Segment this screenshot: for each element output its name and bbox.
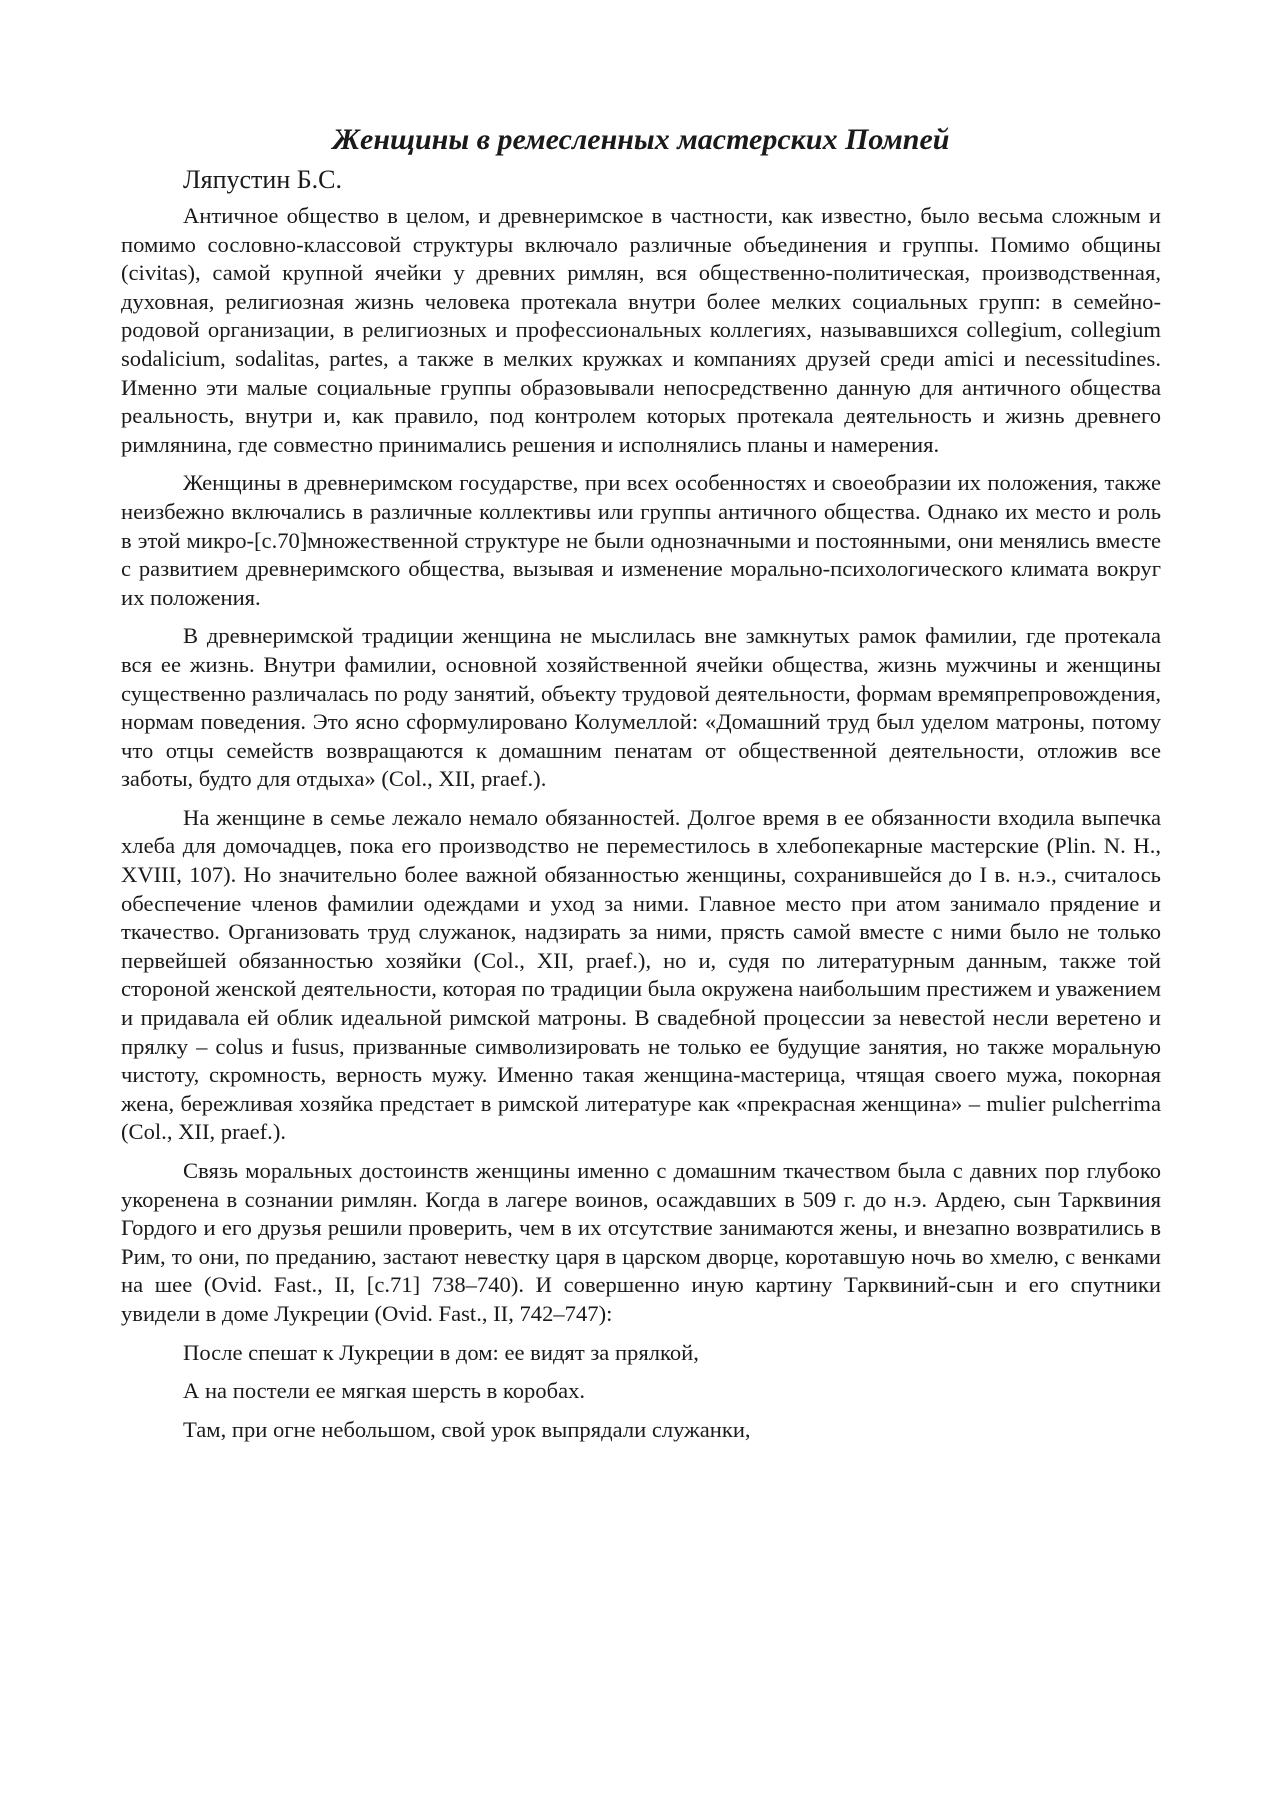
paragraph-4: На женщине в семье лежало немало обязанностей. Долгое время в ее обязанности входила выпечка хлеба для домочадцев, пока его производство не переместилось в хлебопекарные мастерские (Plin. N. H., XVIII, 107). Но значительно более важной обязанностью женщины, сохранившейся до I в. н.э., считалось обеспечение членов фамилии одеждами и уход за ними. Главное место при атом занимало прядение и ткачество. Организовать труд служанок, надзирать за ними, прясть самой вместе с ними было не только первейшей обязанностью хозяйки (Col., XII, praef.), но и, судя по литературным данным, также той стороной женской деятельности, которая по традиции была окружена наибольшим престижем и уважением и придавала ей облик идеальной римской матроны. В свадебной процессии за невестой несли веретено и прялку – colus и fusus, призванные символизировать не только ее будущие занятия, но также моральную чистоту, скромность, верность мужу. Именно такая женщина-мастерица, чтящая своего мужа, покорная жена, бережливая хозяйка предстает в римской литературе как «прекрасная женщина» – mulier pulcherrima (Col., XII, praef.). xyxy=(121,804,1161,1145)
verse-quote xyxy=(121,1339,1161,1445)
verse-line-3: Там, при огне небольшом, свой урок выпрядали служанки, xyxy=(183,1416,751,1442)
paragraph-3: В древнеримской традиции женщина не мыслилась вне замкнутых рамок фамилии, где протекала вся ее жизнь. Внутри фамилии, основной хозяйственной ячейки общества, жизнь мужчины и женщины существенно различалась по роду занятий, объекту трудовой деятельности, формам времяпрепровождения, нормам поведения. Это ясно сформулировано Колумеллой: «Домашний труд был уделом матроны, потому что отцы семейств возвращаются к домашним пенатам от общественной деятельности, отложив все заботы, будто для отдыха» (Col., XII, praef.). xyxy=(121,623,1161,792)
paragraph-5: Связь моральных достоинств женщины именно с домашним ткачеством была с давних пор глубоко укоренена в сознании римлян. Когда в лагере воинов, осаждавших в 509 г. до н.э. Ардею, сын Тарквиния Гордого и его друзья решили проверить, чем в их отсутствие занимаются жены, и внезапно возвратились в Рим, то они, по преданию, застают невестку царя в царском дворце, коротавшую ночь во хмелю, с венками на шее (Ovid. Fast., II, [с.71] 738–740). И совершенно иную картину Тарквиний-сын и его спутники увидели в доме Лукреции (Ovid. Fast., II, 742–747): xyxy=(121,1158,1161,1326)
page-title: Женщины в ремесленных мастерских Помпей xyxy=(332,123,950,156)
paragraph-2: Женщины в древнеримском государстве, при всех особенностях и своеобразии их положения, также неизбежно включались в различные коллективы или группы античного общества. Однако их место и роль в этой микро-[с.70]множественной структуре не были однозначными и постоянными, они менялись вместе с развитием древнеримского общества, вызывая и изменение морально-психологического климата вокруг их положения. xyxy=(121,470,1161,610)
paragraph-1: Античное общество в целом, и древнеримское в частности, как известно, было весьма сложным и помимо сословно-классовой структуры включало различные объединения и группы. Помимо общины (civitas), самой крупной ячейки у древних римлян, вся общественно-политическая, производственная, духовная, религиозная жизнь человека протекала внутри более мелких социальных групп: в семейно-родовой организации, в религиозных и профессиональных коллегиях, называвшихся collegium, collegium sodalicium, sodalitas, partes, а также в мелких кружках и компаниях друзей среди amici и necessitudines. Именно эти малые социальные группы образовывали непосредственно данную для античного общества реальность, внутри и, как правило, под контролем которых протекала деятельность и жизнь древнего римлянина, где совместно принимались решения и исполнялись планы и намерения. xyxy=(121,203,1161,457)
document-body xyxy=(121,202,1161,1444)
verse-line-1: После спешат к Лукреции в дом: ее видят за прялкой, xyxy=(183,1339,699,1365)
author-name: Ляпустин Б.С. xyxy=(183,165,343,194)
document-page xyxy=(121,120,1161,1454)
verse-line-2: А на постели ее мягкая шерсть в коробах. xyxy=(183,1378,586,1404)
